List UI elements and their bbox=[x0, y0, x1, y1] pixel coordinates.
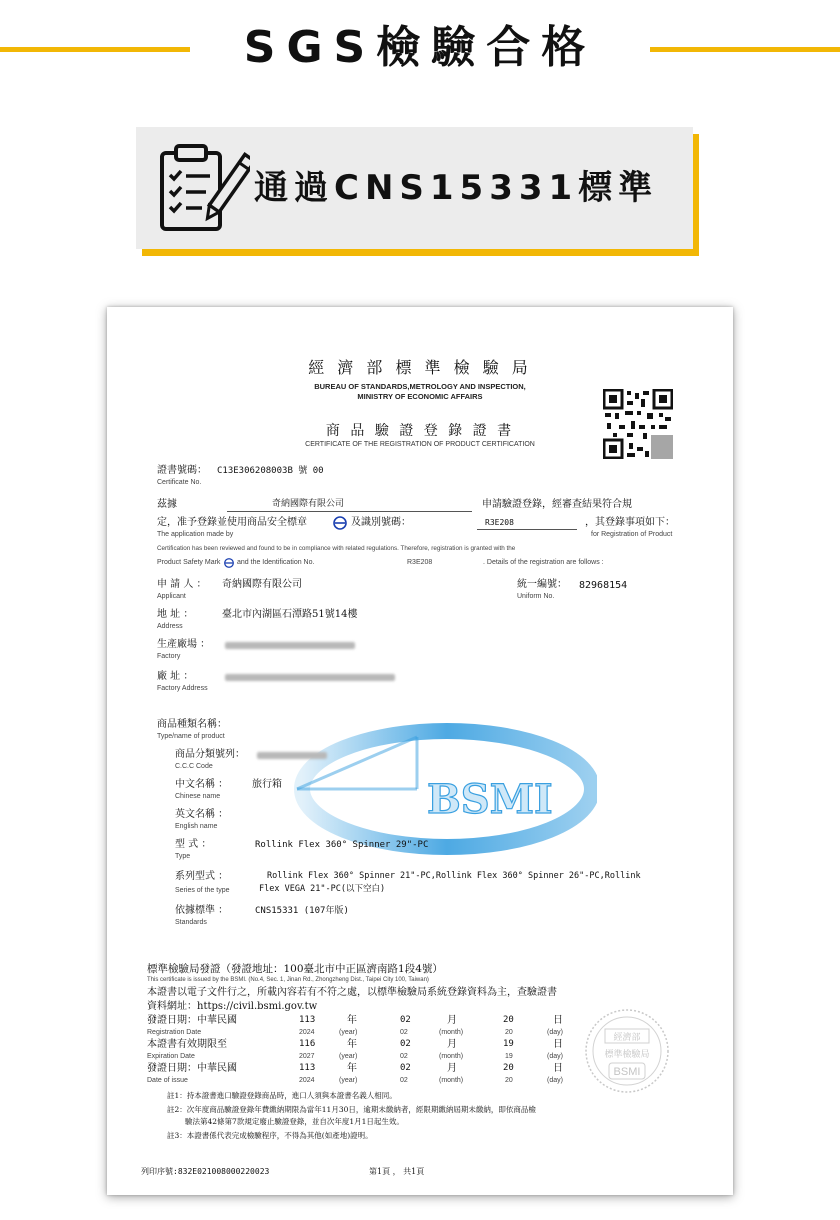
banner-text: 通過CNS15331標準 bbox=[254, 168, 659, 208]
factory-address-en: Factory Address bbox=[157, 685, 208, 692]
type-value: Rollink Flex 360° Spinner 29"-PC bbox=[255, 840, 429, 850]
electronic-notice: 本證書以電子文件行之，所載內容若有不符之處，以標準檢驗局系統登錄資料為主，查驗證書 bbox=[147, 987, 557, 998]
exp-year-ad: 2027 bbox=[299, 1053, 315, 1060]
page-title: SGS檢驗合格 bbox=[243, 22, 597, 73]
certificate-document bbox=[107, 307, 733, 1195]
heading-line-left bbox=[0, 47, 190, 52]
issue-date-label: 發證日期：中華民國 bbox=[147, 1063, 237, 1074]
issue-month-unit: 月 bbox=[447, 1063, 457, 1074]
address-label: 地 址 ： bbox=[157, 609, 194, 620]
standards-label: 依據標準 ： bbox=[175, 905, 229, 916]
intro-underline bbox=[227, 511, 472, 512]
english-name-label: 英文名稱 ： bbox=[175, 809, 229, 820]
exp-year-roc: 116 bbox=[299, 1039, 316, 1049]
intro-company: 奇納國際有限公司 bbox=[272, 499, 345, 509]
expiration-en: Expiration Date bbox=[147, 1053, 195, 1060]
bureau-name-zh: 經 濟 部 標 準 檢 驗 局 bbox=[308, 358, 532, 377]
safety-mark-icon-small bbox=[224, 558, 234, 568]
product-en: Type/name of product bbox=[157, 733, 225, 740]
applicant-label: 申 請 人 ： bbox=[157, 579, 207, 590]
exp-year-unit: 年 bbox=[347, 1039, 357, 1050]
intro-en3c: R3E208 bbox=[407, 559, 433, 566]
reg-date-en: Registration Date bbox=[147, 1029, 202, 1036]
clipboard-pen-icon bbox=[158, 143, 250, 233]
heading-line-right bbox=[650, 47, 840, 52]
seal-text-mid: 標準檢驗局 bbox=[604, 1050, 650, 1060]
type-label: 型 式 ： bbox=[175, 839, 212, 850]
factory-label: 生產廠場 ： bbox=[157, 639, 211, 650]
issue-month: 02 bbox=[400, 1063, 411, 1073]
bureau-name-en: BUREAU OF STANDARDS,METROLOGY AND INSPECTION, bbox=[314, 382, 526, 391]
intro-line1-b: 申請驗證登錄，經審查結果符合規 bbox=[482, 499, 632, 510]
issue-year-roc: 113 bbox=[299, 1063, 316, 1073]
reg-year-ad: 2024 bbox=[299, 1029, 315, 1036]
intro-en1b: for Registration of Product bbox=[591, 531, 673, 538]
exp-month-unit: 月 bbox=[447, 1039, 457, 1050]
issue-date-en: Date of issue bbox=[147, 1077, 188, 1084]
watermark-text: BSMI bbox=[427, 776, 553, 823]
seal-text-bottom: BSMI bbox=[613, 1066, 641, 1078]
intro-line2-b: 及識別號碼： bbox=[351, 517, 411, 528]
issue-day-en: 20 bbox=[505, 1077, 513, 1084]
issue-day-unit: 日 bbox=[553, 1063, 563, 1074]
note-2a: 註2：次年度商品驗證登錄年費繳納期限為當年11月30日，逾期未繳納者，經限期繳納屆期未繳納，即依商品檢 bbox=[167, 1105, 536, 1114]
intro-id-underline bbox=[477, 529, 577, 530]
factory-address-redacted bbox=[225, 674, 395, 681]
standards-en: Standards bbox=[175, 919, 207, 926]
intro-en3b: and the Identification No. bbox=[237, 559, 315, 566]
page-indicator: 第1頁 ， 共1頁 bbox=[369, 1167, 425, 1176]
reg-year-roc: 113 bbox=[299, 1015, 316, 1025]
issue-month-unit-en: (month) bbox=[439, 1077, 464, 1084]
intro-en2: Certification has been reviewed and found to be in compliance with related regulations. Therefore, registration is granted with the bbox=[157, 545, 516, 552]
chinese-name-en: Chinese name bbox=[175, 793, 221, 800]
reg-year-unit-en: (year) bbox=[339, 1029, 358, 1036]
address-en: Address bbox=[157, 623, 183, 630]
reg-day-en: 20 bbox=[505, 1029, 513, 1036]
chinese-name-value: 旅行箱 bbox=[252, 779, 282, 790]
issue-day-unit-en: (day) bbox=[547, 1077, 563, 1084]
uniform-label: 統一編號： bbox=[517, 579, 567, 590]
factory-en: Factory bbox=[157, 653, 181, 660]
ccc-label: 商品分類號列： bbox=[175, 749, 245, 760]
ccc-value-redacted bbox=[257, 752, 327, 759]
exp-month-unit-en: (month) bbox=[439, 1053, 464, 1060]
bsmi-seal-stamp bbox=[583, 1007, 671, 1095]
issue-day: 20 bbox=[503, 1063, 514, 1073]
intro-line2-c: ，其登錄事項如下： bbox=[585, 517, 675, 528]
series-value-1: Rollink Flex 360° Spinner 21"-PC,Rollink Flex 360° Spinner 26"-PC,Rollink bbox=[267, 871, 641, 881]
note-1: 註1：持本證書進口驗證登錄商品時，進口人須與本證書名義人相同。 bbox=[167, 1091, 397, 1100]
english-name-en: English name bbox=[175, 823, 218, 830]
reg-day: 20 bbox=[503, 1015, 514, 1025]
reg-month-unit: 月 bbox=[447, 1015, 457, 1026]
exp-year-unit-en: (year) bbox=[339, 1053, 358, 1060]
safety-mark-icon bbox=[333, 516, 347, 530]
certificate-title-zh: 商 品 驗 證 登 錄 證 書 bbox=[325, 423, 515, 439]
exp-day-unit: 日 bbox=[553, 1039, 563, 1050]
issue-year-unit: 年 bbox=[347, 1063, 357, 1074]
issuer-zh: 標準檢驗局發證（發證地址：100臺北市中正區濟南路1段4號） bbox=[147, 963, 443, 975]
ccc-en: C.C.C Code bbox=[175, 763, 213, 770]
reg-month-en: 02 bbox=[400, 1029, 408, 1036]
ministry-name-en: MINISTRY OF ECONOMIC AFFAIRS bbox=[357, 392, 483, 401]
note-2b: 驗法第42條第7款規定廢止驗證登錄，並自次年度1月1日起生效。 bbox=[185, 1117, 404, 1126]
series-value-2: Flex VEGA 21"-PC(以下空白) bbox=[259, 884, 386, 894]
intro-en3d: . Details of the registration are follows : bbox=[483, 559, 604, 566]
uniform-value: 82968154 bbox=[579, 580, 628, 591]
factory-value-redacted bbox=[225, 642, 355, 649]
intro-en1: The application made by bbox=[157, 531, 234, 538]
exp-day-en: 19 bbox=[505, 1053, 513, 1060]
issue-month-en: 02 bbox=[400, 1077, 408, 1084]
verification-website: 資料網址：https://civil.bsmi.gov.tw bbox=[147, 1001, 318, 1012]
applicant-value: 奇納國際有限公司 bbox=[222, 579, 302, 590]
reg-day-unit-en: (day) bbox=[547, 1029, 563, 1036]
reg-month: 02 bbox=[400, 1015, 411, 1025]
factory-address-label: 廠 址 ： bbox=[157, 671, 194, 682]
issue-year-ad: 2024 bbox=[299, 1077, 315, 1084]
cert-no-value: C13E306208003B 號 00 bbox=[217, 466, 324, 476]
standard-banner bbox=[136, 127, 693, 249]
issue-year-unit-en: (year) bbox=[339, 1077, 358, 1084]
uniform-en: Uniform No. bbox=[517, 593, 555, 600]
product-label: 商品種類名稱： bbox=[157, 719, 227, 730]
cert-no-label: 證書號碼： bbox=[157, 465, 207, 476]
intro-en3a: Product Safety Mark bbox=[157, 559, 221, 566]
cert-no-en: Certificate No. bbox=[157, 479, 202, 486]
exp-month: 02 bbox=[400, 1039, 411, 1049]
exp-day: 19 bbox=[503, 1039, 514, 1049]
reg-year-unit: 年 bbox=[347, 1015, 357, 1026]
address-value: 臺北市內湖區石潭路51號14樓 bbox=[222, 609, 358, 620]
expiration-label: 本證書有效期限至 bbox=[147, 1039, 227, 1050]
seal-text-top: 經濟部 bbox=[613, 1033, 641, 1043]
type-en: Type bbox=[175, 853, 191, 860]
exp-day-unit-en: (day) bbox=[547, 1053, 563, 1060]
reg-day-unit: 日 bbox=[553, 1015, 563, 1026]
intro-line1-a: 茲據 bbox=[157, 499, 177, 510]
series-en: Series of the type bbox=[175, 887, 230, 894]
standards-value: CNS15331 (107年版) bbox=[255, 906, 349, 916]
note-3: 註3：本證書係代表完成檢驗程序，不得為其他(如產地)證明。 bbox=[167, 1131, 373, 1140]
bsmi-watermark bbox=[277, 717, 597, 857]
applicant-en: Applicant bbox=[157, 593, 186, 600]
intro-id: R3E208 bbox=[485, 518, 514, 527]
reg-date-label: 發證日期：中華民國 bbox=[147, 1015, 237, 1026]
intro-line2-a: 定，准予登錄並使用商品安全標章 bbox=[157, 517, 307, 528]
reg-month-unit-en: (month) bbox=[439, 1029, 464, 1036]
series-label: 系列型式 ： bbox=[175, 871, 229, 882]
print-serial: 列印序號:832E021008000220023 bbox=[141, 1167, 270, 1176]
certificate-title-en: CERTIFICATE OF THE REGISTRATION OF PRODUCT CERTIFICATION bbox=[305, 441, 535, 448]
issuer-en: This certificate is issued by the BSMI. (No.4, Sec. 1, Jinan Rd., Zhongzheng Dist., Taipei City 100, Taiwan) bbox=[147, 977, 429, 983]
exp-month-en: 02 bbox=[400, 1053, 408, 1060]
chinese-name-label: 中文名稱 ： bbox=[175, 779, 229, 790]
